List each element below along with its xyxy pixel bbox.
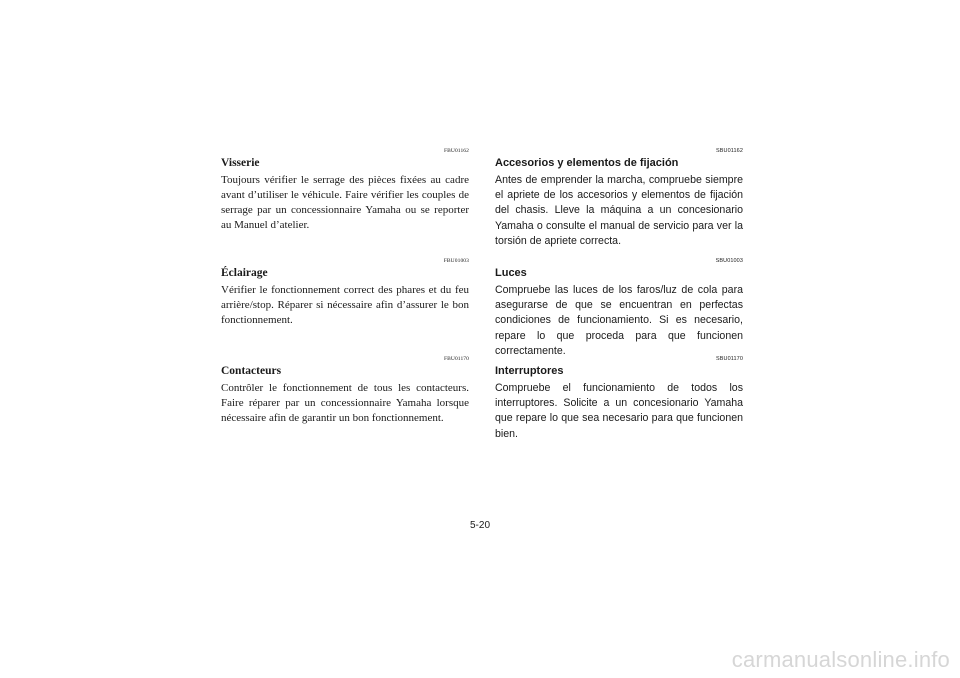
section-body: Vérifier le fonctionnement correct des phares et du feu arrière/stop. Réparer si nécessaire afin d’assurer le bon fonctionnement. bbox=[221, 284, 469, 326]
section-body: Compruebe las luces de los faros/luz de cola para asegurarse de que se encuentran en perfectas condiciones de funcionamiento. Si es necesario, repare lo que proceda para que funcionen correctamente. bbox=[495, 284, 743, 357]
section-code: FBU01162 bbox=[443, 148, 469, 154]
section-body: Contrôler le fonctionnement de tous les contacteurs. Faire réparer par un concessionnaire Yamaha lorsque nécessaire afin de garantir un bon fonctionnement. bbox=[221, 382, 469, 424]
section-heading: Accesorios y elementos de fijación bbox=[495, 157, 679, 169]
section-body: Antes de emprender la marcha, compruebe siempre el apriete de los accesorios y elementos de fijación del chasis. Lleve la máquina a un concesionario Yamaha o consulte el manual de servicio para ver la torsión de apriete correcta. bbox=[495, 174, 743, 247]
section-code: FBU01003 bbox=[443, 258, 469, 264]
section-heading: Contacteurs bbox=[221, 365, 282, 377]
french-section-visserie bbox=[221, 148, 469, 233]
section-heading: Éclairage bbox=[221, 267, 268, 279]
french-section-eclairage bbox=[221, 258, 469, 328]
section-code: SBU01170 bbox=[716, 356, 743, 362]
section-heading: Luces bbox=[495, 267, 527, 279]
section-heading: Interruptores bbox=[495, 365, 564, 377]
section-body: Toujours vérifier le serrage des pièces fixées au cadre avant d’utiliser le véhicule. Faire vérifier les couples de serrage par un concessionnaire Yamaha ou se reporter au Manuel d’atelier. bbox=[221, 174, 469, 231]
spanish-section-luces bbox=[495, 258, 743, 359]
section-code: SBU01003 bbox=[715, 258, 743, 264]
section-heading: Visserie bbox=[221, 157, 260, 169]
french-section-contacteurs bbox=[221, 356, 469, 426]
section-code: FBU01170 bbox=[443, 356, 469, 362]
page-number: 5-20 bbox=[469, 520, 490, 531]
spanish-section-accesorios bbox=[495, 148, 743, 249]
spanish-section-interruptores bbox=[495, 356, 743, 442]
section-code: SBU01162 bbox=[716, 148, 743, 154]
watermark: carmanualsonline.info bbox=[731, 647, 950, 672]
section-body: Compruebe el funcionamiento de todos los interruptores. Solicite a un concesionario Yamaha que repare lo que sea necesario para que funcionen bien. bbox=[495, 382, 743, 440]
